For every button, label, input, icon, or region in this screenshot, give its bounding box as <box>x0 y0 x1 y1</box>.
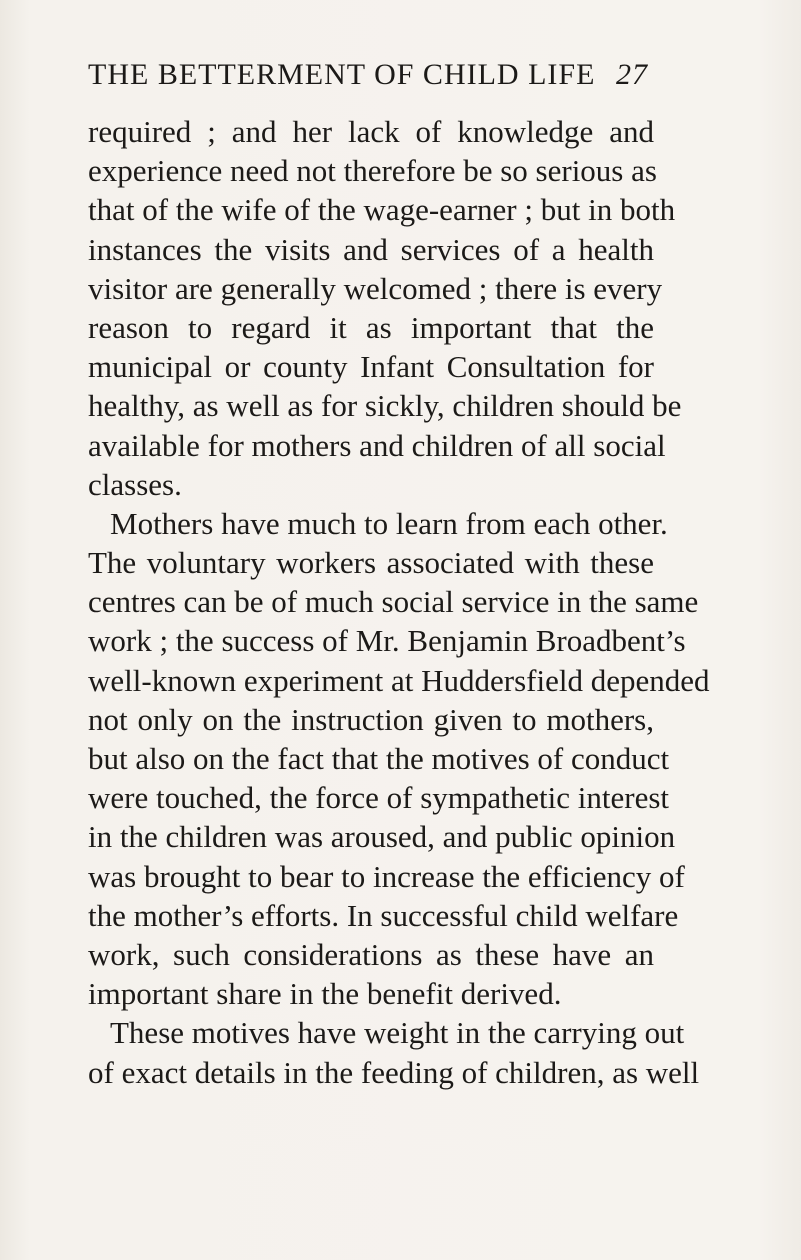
text-line: the mother’s efforts. In successful child welfare <box>88 897 679 933</box>
text-line: in the children was aroused, and public opinion <box>88 819 676 855</box>
text-line: instances the visits and services of a health <box>88 231 654 267</box>
text-line: important share in the benefit derived. <box>88 976 562 1012</box>
text-line: of exact details in the feeding of children, as well <box>88 1054 700 1090</box>
text-line: healthy, as well as for sickly, children should be <box>88 388 682 424</box>
text-line: municipal or county Infant Consultation for <box>88 349 654 385</box>
text-line: well-known experiment at Huddersfield depended <box>88 662 710 698</box>
text-line: available for mothers and children of all social <box>88 427 666 463</box>
text-line: that of the wife of the wage-earner ; but in both <box>88 192 676 228</box>
page-header <box>88 58 648 98</box>
text-line: visitor are generally welcomed ; there is every <box>88 270 663 306</box>
text-line: required ; and her lack of knowledge and <box>88 114 654 149</box>
text-line: was brought to bear to increase the efficiency of <box>88 858 685 894</box>
body-text <box>88 112 710 1092</box>
text-line: work ; the success of Mr. Benjamin Broadbent’s <box>88 623 686 659</box>
text-line: were touched, the force of sympathetic interest <box>88 780 670 816</box>
text-line: These motives have weight in the carrying out <box>110 1015 685 1051</box>
text-line: classes. <box>88 466 182 502</box>
text-line: experience need not therefore be so serious as <box>88 153 657 189</box>
text-line: reason to regard it as important that the <box>88 309 654 345</box>
text-line: centres can be of much social service in the same <box>88 584 699 620</box>
text-line: Mothers have much to learn from each other. <box>110 505 668 541</box>
text-line: not only on the instruction given to mothers, <box>88 701 654 737</box>
text-line: but also on the fact that the motives of conduct <box>88 741 670 776</box>
running-title: THE BETTERMENT OF CHILD LIFE <box>88 58 596 91</box>
text-line: The voluntary workers associated with these <box>88 545 654 581</box>
text-line: work, such considerations as these have an <box>88 936 654 972</box>
page-number: 27 <box>616 58 648 91</box>
